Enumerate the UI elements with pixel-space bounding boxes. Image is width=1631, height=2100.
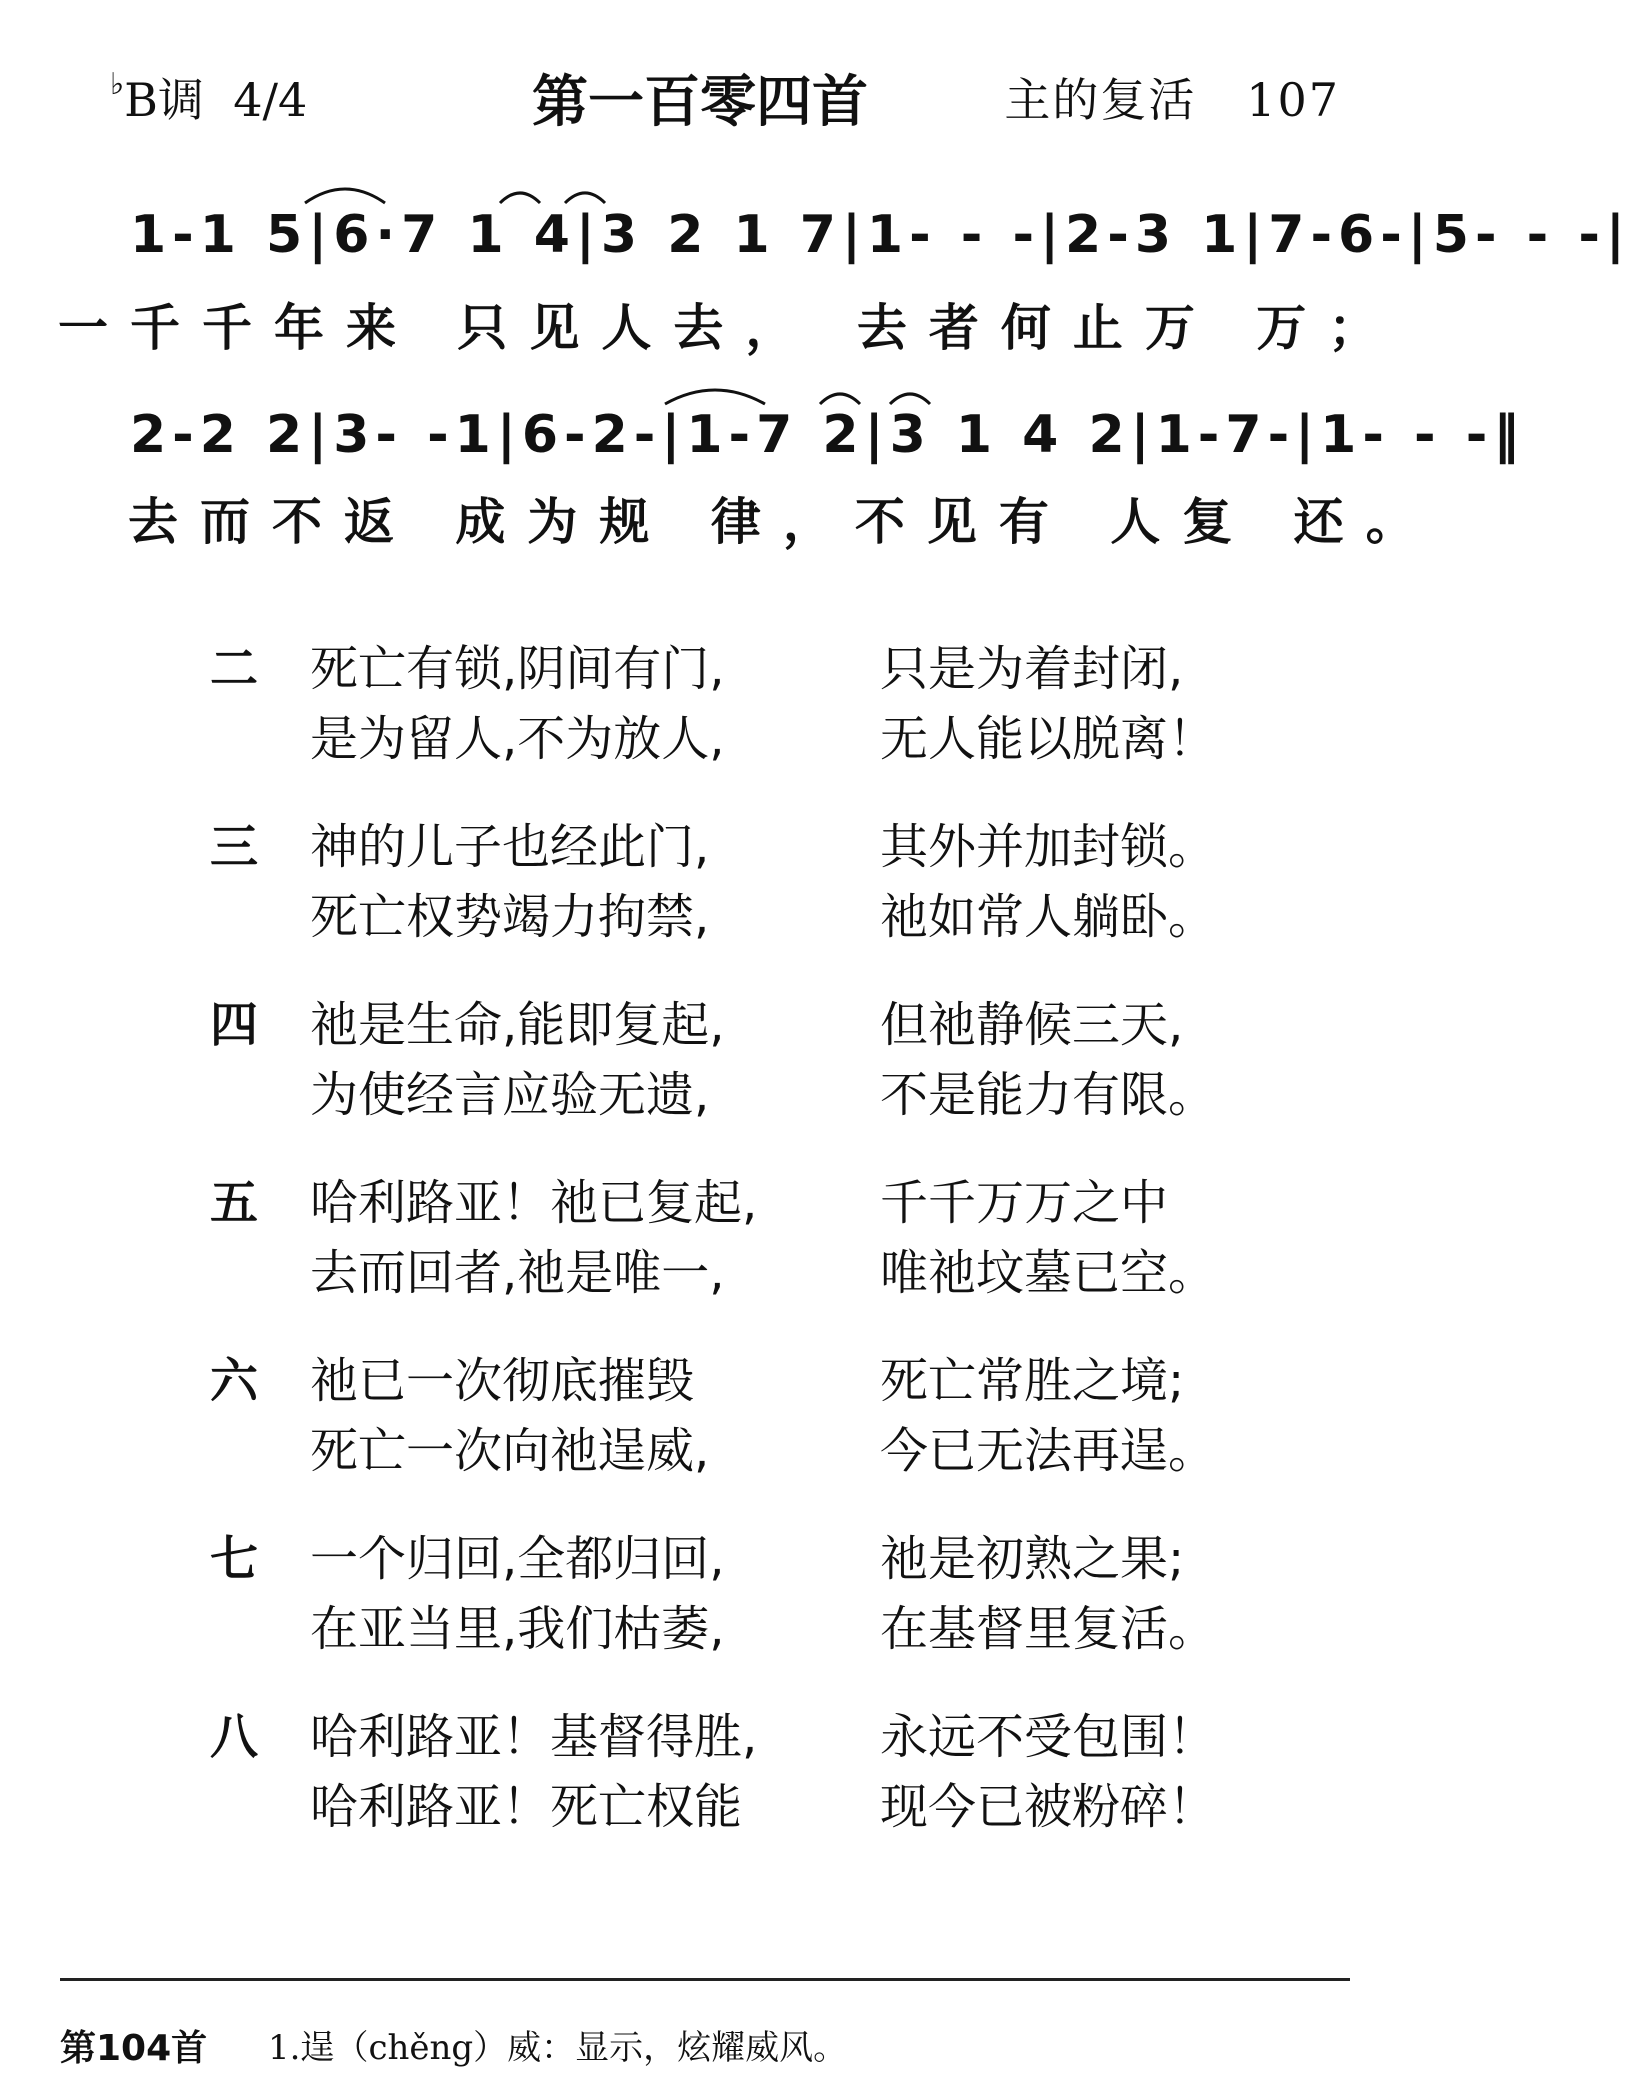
verse-line: 死亡常胜之境; bbox=[880, 1353, 1185, 1409]
key-signature: ♭B调 4/4 bbox=[110, 67, 308, 127]
verse-number: 三 bbox=[210, 819, 259, 875]
verse-line: 唯祂坟墓已空。 bbox=[880, 1245, 1217, 1301]
verse-line: 不是能力有限。 bbox=[880, 1067, 1217, 1123]
verse-line: 哈利路亚！祂已复起, bbox=[310, 1175, 758, 1231]
lyrics-line-2: 去而不返 成为规 律，不见有 人复 还。 bbox=[128, 493, 1438, 551]
verse-line: 今已无法再逞。 bbox=[880, 1423, 1217, 1479]
verse-number: 五 bbox=[210, 1175, 259, 1231]
verse-line: 死亡权势竭力拘禁, bbox=[310, 889, 710, 945]
verse-line: 在亚当里,我们枯萎, bbox=[310, 1601, 725, 1657]
verse-line: 祂如常人躺卧。 bbox=[880, 889, 1217, 945]
footnote-label: 第104首 bbox=[60, 2028, 208, 2069]
verse-line: 在基督里复活。 bbox=[880, 1601, 1217, 1657]
verse-line: 死亡有锁,阴间有门, bbox=[310, 641, 725, 697]
verse-line: 无人能以脱离！ bbox=[880, 711, 1217, 767]
verse-number: 六 bbox=[210, 1353, 259, 1409]
verse-line: 哈利路亚！死亡权能 bbox=[310, 1779, 743, 1835]
notation-line-1: 1-1 5|6·7 1 4|3 2 1 7|1- - -|2-3 1|7-6-|5- - -| bbox=[130, 205, 1631, 265]
verse-line: 为使经言应验无遗, bbox=[310, 1067, 710, 1123]
verse-line: 现今已被粉碎！ bbox=[880, 1779, 1217, 1835]
lyrics-line-1: 一千千年来 只见人去， 去者何止万 万； bbox=[58, 299, 1401, 357]
verse-number: 二 bbox=[210, 641, 259, 697]
verse-number: 四 bbox=[210, 997, 259, 1053]
page-number: 107 bbox=[1246, 73, 1340, 127]
verse-line: 去而回者,祂是唯一, bbox=[310, 1245, 725, 1301]
hymn-title: 第一百零四首 bbox=[532, 70, 868, 135]
verse-line: 但祂静候三天, bbox=[880, 997, 1184, 1053]
verse-line: 其外并加封锁。 bbox=[880, 819, 1217, 875]
verse-line: 祂是生命,能即复起, bbox=[310, 997, 725, 1053]
verse-line: 是为留人,不为放人, bbox=[310, 711, 725, 767]
verse-line: 祂是初熟之果; bbox=[880, 1531, 1185, 1587]
verse-number: 八 bbox=[210, 1709, 259, 1765]
footnote-divider bbox=[60, 1978, 1350, 1981]
time-signature: 4/4 bbox=[233, 73, 308, 127]
slur-marks-line2 bbox=[660, 376, 990, 406]
verse-line: 哈利路亚！基督得胜, bbox=[310, 1709, 758, 1765]
verse-line: 神的儿子也经此门, bbox=[310, 819, 710, 875]
verse-line: 千千万万之中 bbox=[880, 1175, 1169, 1231]
verse-line: 死亡一次向祂逞威, bbox=[310, 1423, 710, 1479]
verse-line: 祂已一次彻底摧毁 bbox=[310, 1353, 695, 1409]
verse-line: 永远不受包围！ bbox=[880, 1709, 1217, 1765]
slur-marks-line1 bbox=[300, 175, 650, 205]
verse-line: 只是为着封闭, bbox=[880, 641, 1184, 697]
verse-line: 一个归回,全都归回, bbox=[310, 1531, 725, 1587]
footnote-text: 1.逞（chěng）威：显示，炫耀威风。 bbox=[268, 2028, 848, 2068]
notation-line-2: 2-2 2|3- -1|6-2-|1-7 2|3 1 4 2|1-7-|1- - -‖ bbox=[130, 405, 1526, 465]
verse-number: 七 bbox=[210, 1531, 259, 1587]
page-topic: 主的复活 107 bbox=[1004, 73, 1340, 127]
